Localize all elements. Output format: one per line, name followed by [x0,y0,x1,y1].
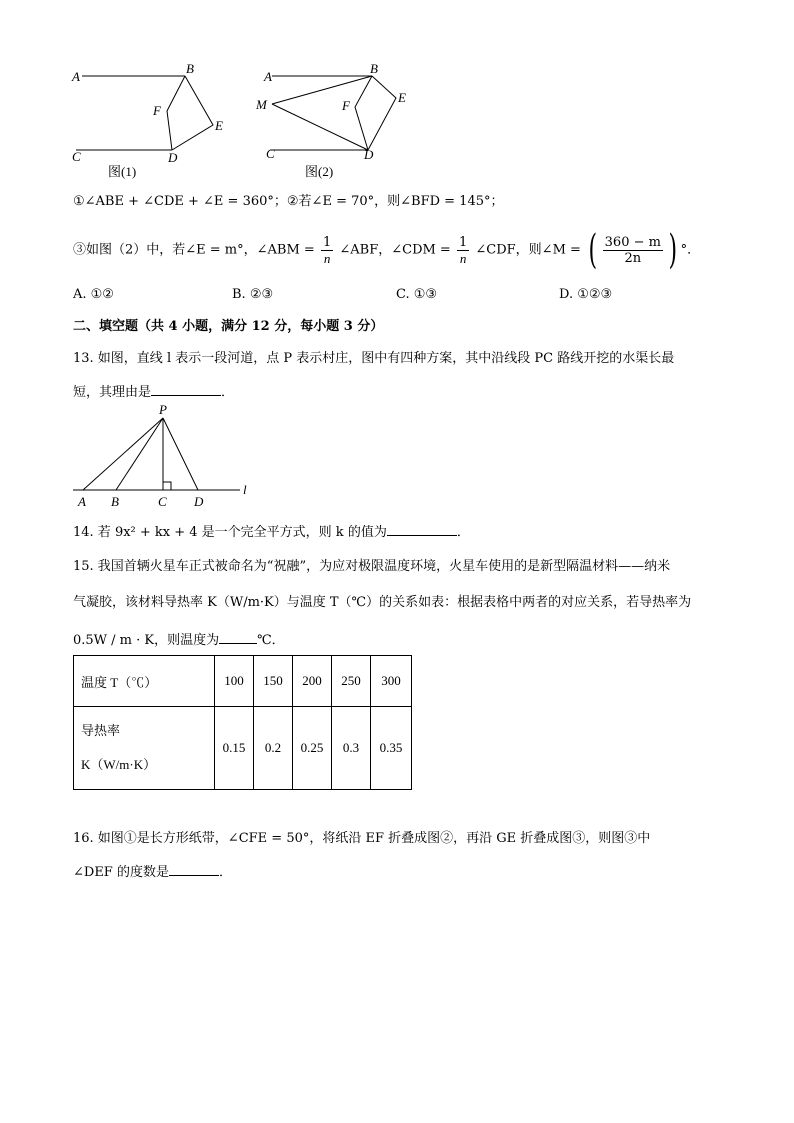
q12-stmt3-cdf: ∠CDF，则∠M = [475,242,581,258]
q12-stmt3-abf: ∠ABF，∠CDM = [339,242,451,258]
fig2-label-m: M [256,97,267,112]
q15-line-3 [73,629,285,650]
table-cell: 0.35 [371,707,412,790]
right-angle-mark [163,482,171,490]
q16-line-2 [73,861,232,882]
left-paren: ( [588,227,598,273]
table-cell: 300 [371,656,412,707]
figure-1 [60,55,240,185]
q12-stmt3-pre: ③如图（2）中，若∠E = m°，∠ABM = [73,242,315,258]
right-paren: ) [668,227,678,273]
table-cell: 100 [215,656,254,707]
q13-answer-blank[interactable] [151,381,221,396]
q13-line-1: 13. 如图，直线 l 表示一段河道，点 P 表示村庄，图中有四种方案，其中沿线段 PC 路线开挖的水渠长最 [73,351,675,366]
table-cell: 150 [254,656,293,707]
fig2-label-e: E [398,90,406,105]
q15-answer-blank[interactable] [219,629,257,644]
frac-num: 360 − m [604,234,661,250]
table-cell: 0.2 [254,707,293,790]
q12-stmt3-end: °． [680,242,701,258]
table-row-temperature [74,656,412,707]
fig2-path-bfd [355,76,372,150]
fig2-label-c: C [266,146,275,161]
q16-end: ． [218,865,232,880]
q16-line-2-text: ∠DEF 的度数是 [73,865,169,880]
segment-pd [163,418,198,490]
q15-line-3-end: ℃． [257,633,285,648]
q12-statement-1: ①∠ABE + ∠CDE + ∠E = 360°；②若∠E = 70°，则∠BFD = 145°； [73,194,504,209]
frac-den: n [323,250,331,266]
q13-end: ． [221,385,235,400]
table-cell: 0.15 [215,707,254,790]
q12-option-b[interactable]: B. ②③ [232,287,274,302]
q15-line-2: 气凝胶，该材料导热率 K（W/m·K）与温度 T（℃）的关系如表：根据表格中两者的对应关系，若导热率为 [73,595,692,610]
q12-option-c[interactable]: C. ①③ [396,287,438,302]
fig2-line-md [272,104,368,150]
fig1-path-bfd [167,76,185,150]
frac-num: 1 [322,234,332,250]
fig2-line-mb [272,76,372,104]
q12-fraction-big [603,235,663,266]
q13-label-d: D [194,494,204,509]
q13-figure [65,398,265,513]
frac-num: 1 [458,234,468,250]
table-cell: 250 [332,656,371,707]
table-cell: 200 [293,656,332,707]
fig2-caption: 图(2) [305,164,334,179]
q12-fraction-1 [321,235,333,266]
q14-line [73,521,470,542]
q15-data-table [73,655,412,790]
q13-label-a: A [78,494,86,509]
q13-label-b: B [111,494,119,509]
fig2-label-d: D [364,147,374,162]
q14-answer-blank[interactable] [387,521,457,536]
frac-den: 2n [624,250,642,266]
fig2-label-b: B [370,61,378,76]
fig1-label-d: D [168,150,178,165]
fig1-label-f: F [153,103,161,118]
section-2-title: 二、填空题（共 4 小题，满分 12 分，每小题 3 分） [73,319,384,334]
table-header-conductivity-b: K（W/m·K） [81,757,157,772]
q16-answer-blank[interactable] [169,861,219,876]
q13-label-l: l [243,482,247,497]
q15-line-1: 15. 我国首辆火星车正式被命名为“祝融”，为应对极限温度环境，火星车使用的是新型隔温材料——纳米 [73,559,671,574]
fig2-label-a: A [264,69,272,84]
fig2-label-f: F [342,98,350,113]
fig1-label-c: C [72,149,81,164]
table-cell: 0.3 [332,707,371,790]
q12-option-a[interactable]: A. ①② [73,287,114,302]
q13-line-2-text: 短，其理由是 [73,385,152,400]
fig2-path-bed [368,76,396,150]
q13-label-c: C [158,494,167,509]
fig1-path-bed [172,76,213,150]
q12-statement-3 [73,227,701,273]
fig1-label-b: B [186,61,194,76]
q12-fraction-2 [457,235,469,266]
figure-2 [250,55,430,185]
frac-den: n [459,250,467,266]
table-header-conductivity [74,707,215,790]
fig1-label-a: A [72,69,80,84]
q16-line-1: 16. 如图①是长方形纸带，∠CFE = 50°，将纸沿 EF 折叠成图②，再沿 GE 折叠成图③，则图③中 [73,831,651,846]
table-header-conductivity-a: 导热率 [81,723,121,738]
q15-line-3-text: 0.5W / m · K，则温度为 [73,633,220,648]
fig1-caption: 图(1) [108,164,137,179]
table-cell: 0.25 [293,707,332,790]
q12-option-d[interactable]: D. ①②③ [559,287,613,302]
fig1-label-e: E [215,118,223,133]
q14-end: ． [456,525,470,540]
q14-text: 14. 若 9x² + kx + 4 是一个完全平方式，则 k 的值为 [73,525,387,540]
table-header-temperature: 温度 T（℃） [74,656,215,707]
table-row-conductivity [74,707,412,790]
q13-label-p: P [159,402,167,417]
